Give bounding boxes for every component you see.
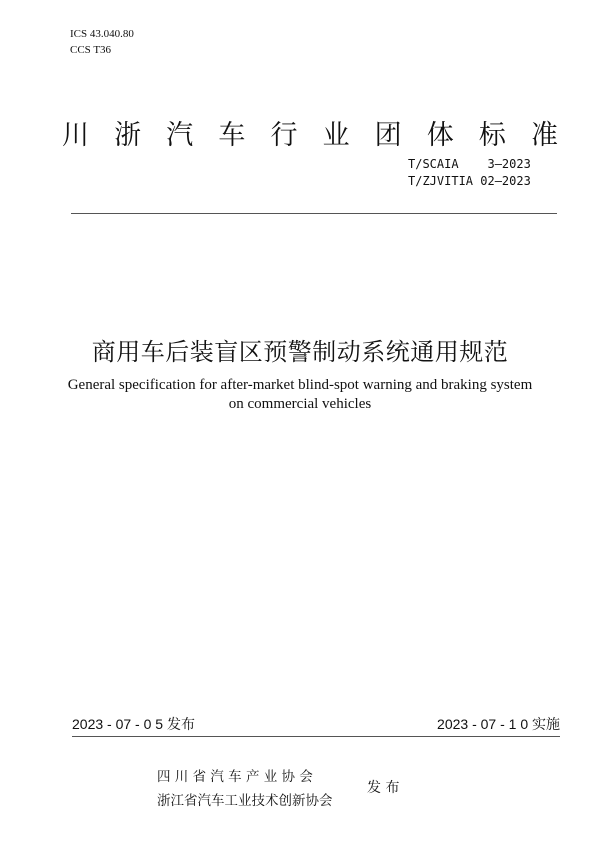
org-title-char: 川: [62, 120, 89, 151]
publisher-sichuan: 四 川 省 汽 车 产 业 协 会: [157, 769, 313, 785]
org-title-char: 行: [270, 120, 298, 151]
org-title-char: 准: [530, 120, 558, 151]
standard-code-scaia: T/SCAIA 3—2023: [408, 157, 531, 171]
title-english-line-1: General specification for after-market blind-spot warning and braking system: [67, 377, 533, 393]
title-chinese: 商用车后装盲区预警制动系统通用规范: [91, 338, 509, 366]
org-title-char: 汽: [166, 120, 194, 151]
ccs-code: CCS T36: [70, 44, 112, 56]
org-title-char: 业: [322, 120, 350, 151]
implement-date: 2023 - 07 - 1 0 实施: [437, 716, 560, 732]
ics-code: ICS 43.040.80: [70, 28, 134, 40]
publish-date: 2023 - 07 - 0 5 发布: [72, 716, 195, 732]
standard-code-zjvitia: T/ZJVITIA 02—2023: [408, 174, 531, 188]
org-title-char: 车: [218, 120, 246, 151]
org-title-char: 团: [374, 120, 402, 151]
publish-label: 发 布: [367, 780, 400, 796]
footer-divider: [72, 736, 560, 737]
org-title-char: 浙: [114, 120, 142, 151]
publisher-zhejiang: 浙江省汽车工业技术创新协会: [157, 793, 333, 809]
org-title-char: 标: [478, 120, 506, 151]
org-title-char: 体: [426, 120, 454, 151]
header-divider: [71, 213, 557, 214]
organization-title: [62, 113, 558, 152]
title-english-line-2: on commercial vehicles: [228, 396, 372, 412]
